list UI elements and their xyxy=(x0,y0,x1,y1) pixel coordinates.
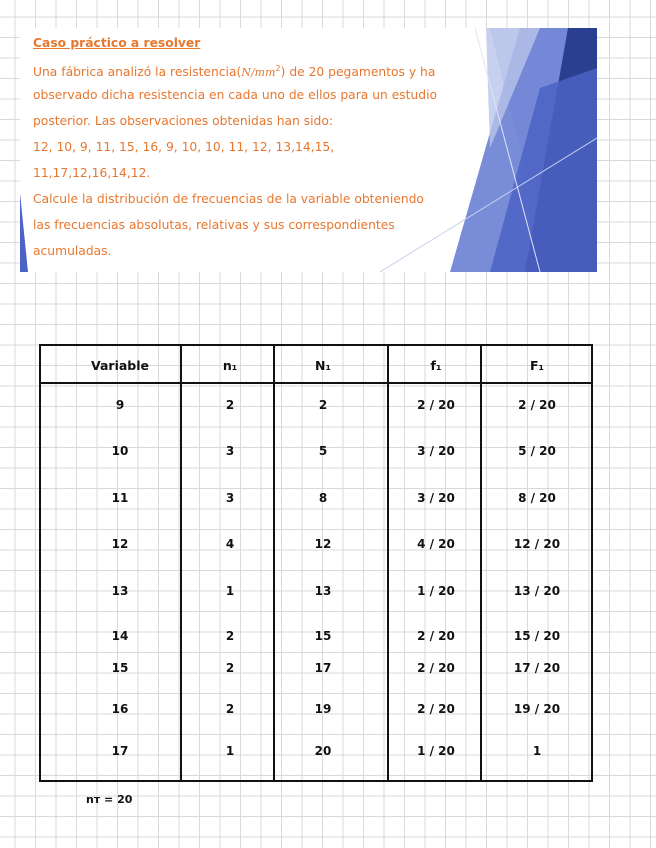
cell-variable: 12 xyxy=(111,537,129,551)
cell-variable: 15 xyxy=(111,661,129,675)
cell-variable: 16 xyxy=(111,702,129,716)
cell-f-rel: 4 / 20 xyxy=(417,537,455,551)
problem-line: posterior. Las observaciones obtenidas han sido: xyxy=(33,114,334,128)
cell-variable: 14 xyxy=(111,629,129,643)
cell-f-rel: 2 / 20 xyxy=(417,398,455,412)
cell-n-abs: 1 xyxy=(225,744,235,758)
problem-line: Una fábrica analizó la $resistencia(N/mm^2)$ de 20 pegamentos y ha xyxy=(33,64,436,80)
problem-line: 12, 10, 9, 11, 15, 16, 9, 10, 10, 11, 12, 13,14,15, xyxy=(33,140,335,154)
cell-n-abs: 2 xyxy=(225,629,235,643)
cell-variable: 13 xyxy=(111,584,129,598)
cell-f-rel: 1 / 20 xyxy=(417,584,455,598)
header-divider xyxy=(41,382,591,384)
cell-f-cum: 17 / 20 xyxy=(513,661,561,675)
cell-n-cum: 5 xyxy=(318,444,328,458)
header-f-rel: f₁ xyxy=(430,358,442,373)
cell-f-cum: 13 / 20 xyxy=(513,584,561,598)
header-n-cum: N₁ xyxy=(315,358,331,373)
cell-f-rel: 2 / 20 xyxy=(417,661,455,675)
cell-n-abs: 3 xyxy=(225,491,235,505)
cell-n-abs: 2 xyxy=(225,702,235,716)
problem-slide xyxy=(20,28,597,272)
cell-f-cum: 12 / 20 xyxy=(513,537,561,551)
problem-line: 11,17,12,16,14,12. xyxy=(33,166,151,180)
cell-n-abs: 2 xyxy=(225,661,235,675)
cell-f-cum: 19 / 20 xyxy=(513,702,561,716)
problem-text xyxy=(33,32,483,266)
cell-f-cum: 15 / 20 xyxy=(513,629,561,643)
cell-f-cum: 2 / 20 xyxy=(518,398,556,412)
problem-line: las frecuencias absolutas, relativas y sus correspondientes xyxy=(33,218,395,232)
header-n-abs: n₁ xyxy=(222,358,238,373)
cell-f-cum: 5 / 20 xyxy=(518,444,556,458)
cell-n-abs: 3 xyxy=(225,444,235,458)
cell-variable: 9 xyxy=(115,398,125,412)
cell-n-cum: 15 xyxy=(314,629,332,643)
cell-f-rel: 3 / 20 xyxy=(417,444,455,458)
cell-n-abs: 1 xyxy=(225,584,235,598)
cell-variable: 10 xyxy=(111,444,129,458)
cell-variable: 17 xyxy=(111,744,129,758)
cell-f-cum: 1 xyxy=(532,744,542,758)
cell-n-cum: 17 xyxy=(314,661,332,675)
cell-n-cum: 8 xyxy=(318,491,328,505)
decor-shape-left xyxy=(20,193,28,272)
cell-n-abs: 2 xyxy=(225,398,235,412)
problem-line: acumuladas. xyxy=(33,244,112,258)
cell-f-cum: 8 / 20 xyxy=(518,491,556,505)
problem-line: Calcule la distribución de frecuencias de la variable obteniendo xyxy=(33,192,424,206)
header-f-cum: F₁ xyxy=(529,358,544,373)
header-variable: Variable xyxy=(90,358,150,373)
total-count: nт = 20 xyxy=(86,793,133,806)
cell-f-rel: 2 / 20 xyxy=(417,702,455,716)
problem-line: observado dicha resistencia en cada uno de ellos para un estudio xyxy=(33,88,438,102)
cell-f-rel: 1 / 20 xyxy=(417,744,455,758)
cell-variable: 11 xyxy=(111,491,129,505)
cell-n-cum: 12 xyxy=(314,537,332,551)
cell-n-cum: 2 xyxy=(318,398,328,412)
cell-f-rel: 2 / 20 xyxy=(417,629,455,643)
cell-n-cum: 13 xyxy=(314,584,332,598)
cell-n-abs: 4 xyxy=(225,537,235,551)
problem-title: Caso práctico a resolver xyxy=(33,36,201,50)
cell-n-cum: 19 xyxy=(314,702,332,716)
cell-n-cum: 20 xyxy=(314,744,332,758)
cell-f-rel: 3 / 20 xyxy=(417,491,455,505)
